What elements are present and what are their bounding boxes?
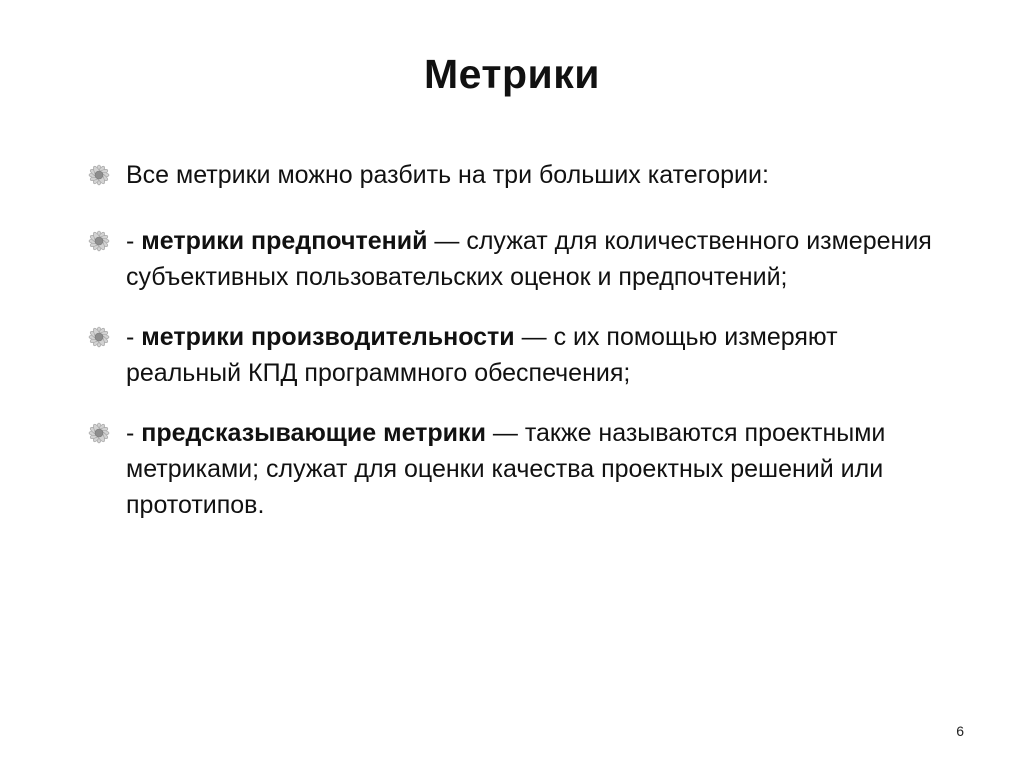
bullet-list bbox=[86, 157, 936, 547]
bullet-item-predictive-metrics bbox=[86, 415, 936, 523]
bullet-text: — также называются проектными метриками; служат для оценки качества проектных решений или прототипов. bbox=[126, 419, 886, 519]
daisy-bullet-icon bbox=[86, 163, 112, 187]
page-number: 6 bbox=[956, 723, 964, 739]
bullet-term: предсказывающие метрики bbox=[141, 419, 486, 447]
daisy-bullet-icon bbox=[86, 229, 112, 253]
daisy-bullet-icon bbox=[86, 421, 112, 445]
bullet-text: Все метрики можно разбить на три больших категории: bbox=[126, 161, 769, 189]
bullet-item-categories bbox=[86, 157, 936, 193]
bullet-prefix: - bbox=[126, 227, 142, 255]
bullet-text: — с их помощью измеряют реальный КПД программного обеспечения; bbox=[126, 323, 838, 387]
bullet-term: метрики предпочтений bbox=[141, 227, 428, 255]
bullet-item-preference-metrics bbox=[86, 223, 936, 295]
slide-title: Метрики bbox=[424, 51, 600, 97]
daisy-bullet-icon bbox=[86, 325, 112, 349]
bullet-prefix: - bbox=[126, 323, 142, 351]
bullet-item-performance-metrics bbox=[86, 319, 936, 391]
bullet-text: — служат для количественного измерения субъективных пользовательских оценок и предпочтений; bbox=[126, 227, 932, 291]
bullet-term: метрики производительности bbox=[141, 323, 515, 351]
bullet-prefix: - bbox=[126, 419, 142, 447]
